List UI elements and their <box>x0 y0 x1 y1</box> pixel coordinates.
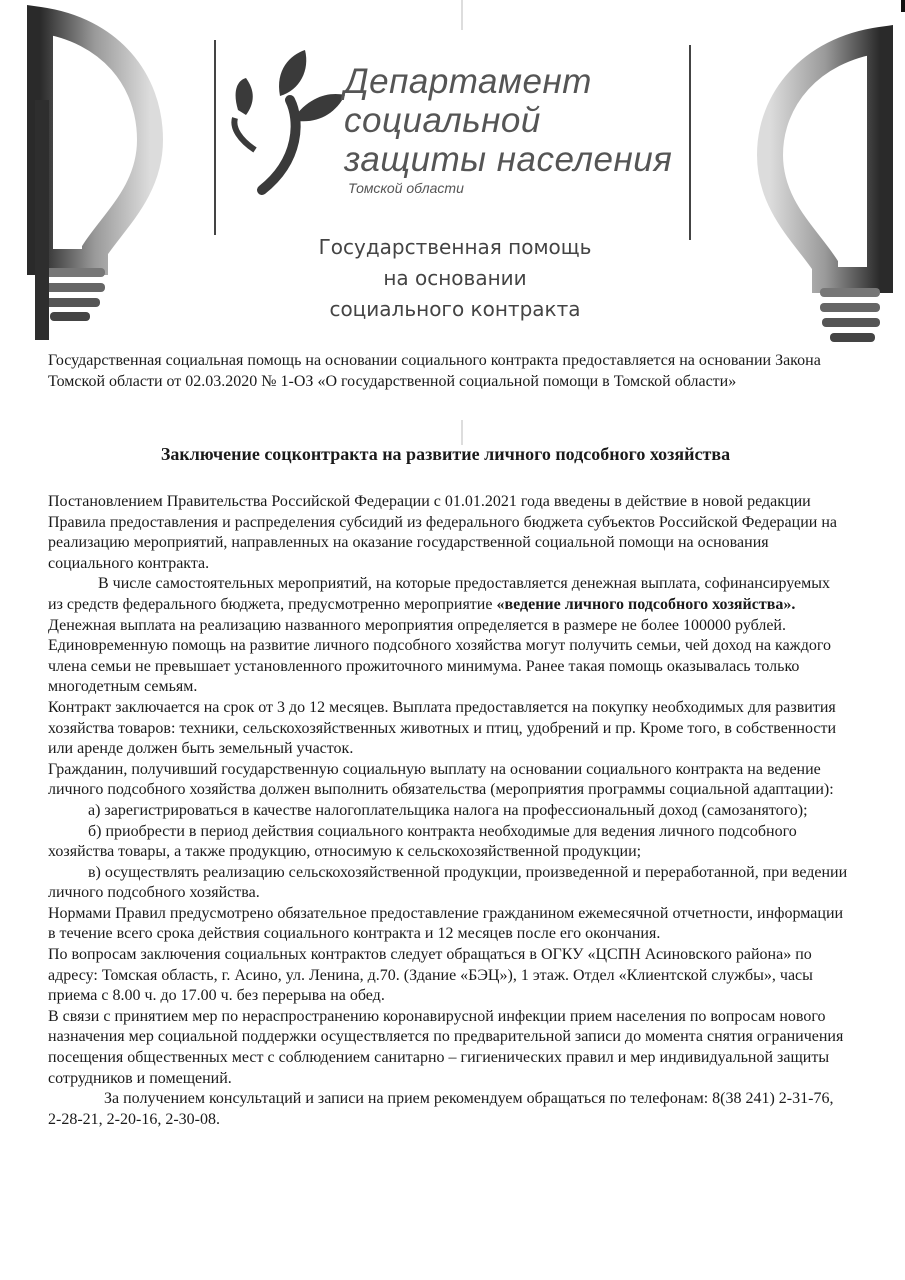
measures-text-bold: «ведение личного подсобного хозяйства». <box>496 595 796 613</box>
paragraph-contact-address: По вопросам заключения социальных контрактов следует обращаться в ОГКУ «ЦСПН Асиновского района» по адресу: Томская область, г. Асино, ул. Ленина, д.70. (Здание «БЭЦ»), 1 этаж. Отдел «Клиентской службы», часы приема с 8.00 ч. до 17.00 ч. без перерыва на обед. <box>48 946 813 1005</box>
headline-line-2: на основании <box>383 266 527 290</box>
scan-corner-mark <box>901 0 905 12</box>
paragraph-eligibility: Единовременную помощь на развитие личного подсобного хозяйства могут получить семьи, чей доход на каждого члена семьи не превышает установленного прожиточного минимума. Ранее такая помощь оказывалась только многодетным семьям. <box>48 637 832 696</box>
paragraph-measures <box>48 574 848 636</box>
paragraph-phones: За получением консультаций и записи на прием рекомендуем обращаться по телефонам: 8(38 241) 2-31-76, 2-28-21, 2-20-16, 2-30-08. <box>48 1090 834 1128</box>
paragraph-reporting: Нормами Правил предусмотрено обязательное предоставление гражданином ежемесячной отчетности, информации в течение всего срока действия социального контракта и 12 месяцев после его окончания. <box>48 904 844 943</box>
paragraph-contract-term: Контракт заключается на срок от 3 до 12 месяцев. Выплата предоставляется на покупку необходимых для развития хозяйства товаров: техники, сельскохозяйственных животных и птиц, удобрений и пр. Кроме того, в собственности или аренде должен быть земельный участок. <box>48 698 837 758</box>
intro-paragraph: Государственная социальная помощь на основании социального контракта предоставляется на основании Закона Томской области от 02.03.2020 № 1-ОЗ «О государственной социальной помощи в Томской области» <box>48 352 821 390</box>
dept-name-line-2: социальной <box>344 101 541 140</box>
paragraph-covid-notice: В связи с принятием мер по нераспространению коронавирусной инфекции прием населения по вопросам нового назначения мер социальной поддержки осуществляется по предварительной записи до момента снятия ограничения посещения общественных мест с соблюдением санитарно – гигиенических правил и мер индивидуальной защиты сотрудников и помещений. <box>48 1007 844 1087</box>
measures-text-end: Денежная выплата на реализацию названного мероприятия определяется в размере не более 100000 рублей. <box>48 616 786 634</box>
page-headline <box>250 232 660 325</box>
light-bulb-icon-right <box>770 40 880 342</box>
obligation-item-a: а) зарегистрироваться в качестве налогоплательщика налога на профессиональный доход (самозанятого); <box>88 801 808 819</box>
department-region: Томской области <box>348 180 464 196</box>
headline-line-1: Государственная помощь <box>318 235 592 259</box>
dept-name-line-1: Департамент <box>344 62 592 101</box>
headline-line-3: социального контракта <box>329 297 581 321</box>
obligation-item-b: б) приобрести в период действия социального контракта необходимые для ведения личного подсобного хозяйства товары, а также продукцию, относимую к сельскохозяйственной продукции; <box>48 822 797 861</box>
department-name <box>344 62 672 179</box>
paragraph-obligations: Гражданин, получивший государственную социальную выплату на основании социального контракта на ведение личного подсобного хозяйства должен выполнить обязательства (мероприятия программы социальной адаптации): <box>48 760 834 799</box>
document-body <box>48 492 848 1130</box>
paragraph-decree: Постановлением Правительства Российской Федерации с 01.01.2021 года введены в действие в новой редакции Правила предоставления и распределения субсидий из федерального бюджета субъектов Российской Федерации на реализацию мероприятий, направленных на оказание государственной социальной помощи на основания социального контракта. <box>48 493 837 572</box>
measures-text-start: В числе самостоятельных мероприятий, на которые предоставляется денежная выплата, софинансируемых из средств федерального бюджета, предусмотренно мероприятие <box>48 575 830 613</box>
sprout-leaf-logo-icon <box>234 50 345 190</box>
light-bulb-icon-left <box>35 20 150 340</box>
dept-name-line-3: защиты населения <box>344 140 673 179</box>
section-title: Заключение соцконтракта на развитие личного подсобного хозяйства <box>160 444 731 464</box>
obligation-item-c: в) осуществлять реализацию сельскохозяйственной продукции, произведенной и переработанной, при ведении личного подсобного хозяйства. <box>48 863 848 902</box>
